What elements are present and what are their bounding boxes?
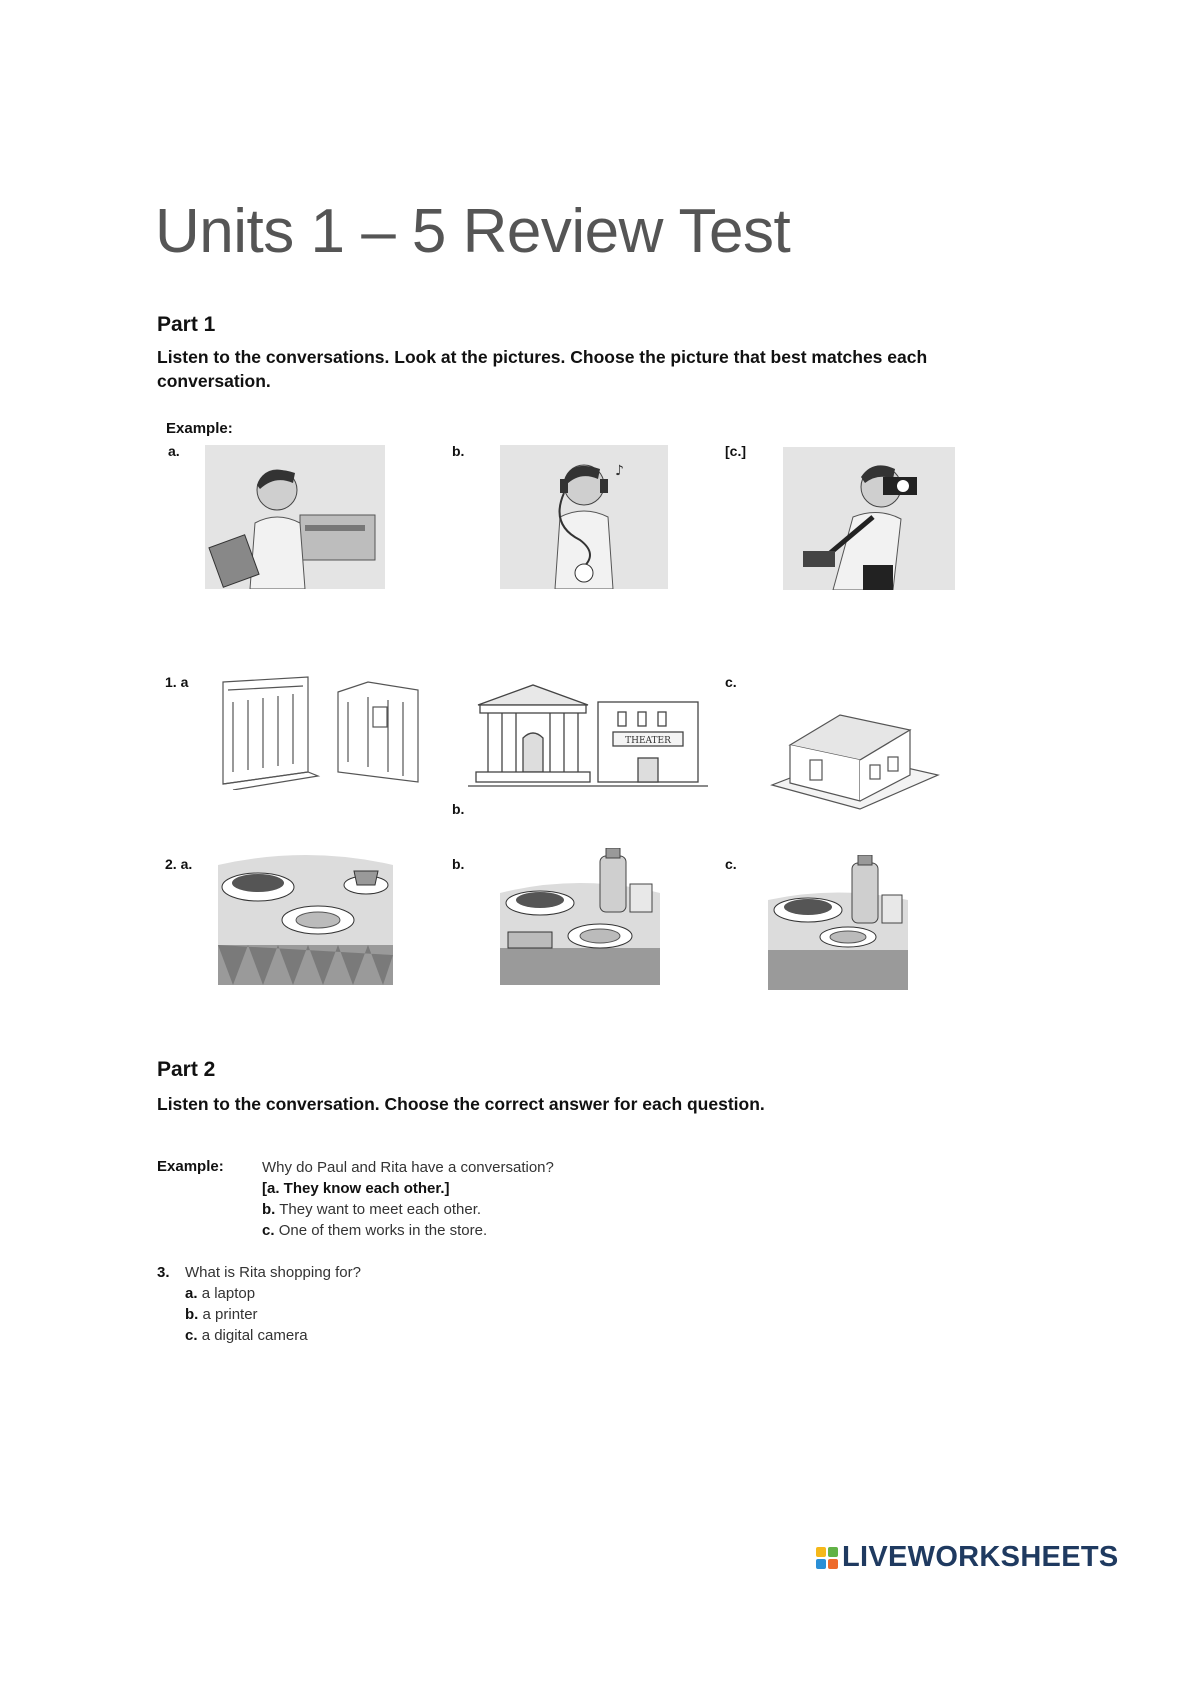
q2-b-picture[interactable]	[500, 848, 660, 985]
house-drawing-icon	[770, 705, 940, 810]
example-a-label: a.	[168, 443, 180, 459]
q3-question: What is Rita shopping for?	[185, 1264, 361, 1281]
q1-number-label: 1. a	[165, 674, 189, 690]
street-museum-buildings-icon	[218, 672, 428, 790]
man-with-printer-icon	[205, 445, 385, 589]
q1-c-picture[interactable]	[770, 705, 940, 810]
q2-b-label: b.	[452, 856, 465, 872]
liveworksheets-logo[interactable]	[816, 1541, 1119, 1574]
logo-text: LIVEWORKSHEETS	[842, 1541, 1119, 1573]
example-c-picture[interactable]	[783, 447, 955, 590]
svg-text:♪: ♪	[615, 463, 624, 479]
q1-c-label: c.	[725, 674, 737, 690]
q1-b-label: b.	[452, 801, 465, 817]
q1-b-picture[interactable]	[468, 680, 708, 790]
museum-and-theater-icon	[468, 680, 708, 790]
q3-block	[185, 1262, 785, 1346]
example-option-c[interactable]: c. One of them works in the store.	[262, 1222, 488, 1239]
part2-instructions: Listen to the conversation. Choose the correct answer for each question.	[157, 1094, 765, 1114]
part2-heading: Part 2	[157, 1058, 216, 1081]
example-b-picture[interactable]	[500, 445, 668, 589]
part1-instructions: Listen to the conversations. Look at the pictures. Choose the picture that best matches each conversation.	[157, 347, 928, 391]
q2-c-label: c.	[725, 856, 737, 872]
page-title: Units 1 – 5 Review Test	[155, 197, 791, 266]
q3-option-b[interactable]: b. a printer	[185, 1306, 258, 1323]
example-option-b[interactable]: b. They want to meet each other.	[262, 1201, 482, 1218]
q3-option-c[interactable]: c. a digital camera	[185, 1327, 308, 1344]
example-label: Example:	[166, 420, 233, 437]
part2-example-block	[262, 1157, 862, 1241]
table-bread-bottle-icon	[500, 848, 660, 985]
example-answer: [a. They know each other.]	[262, 1180, 450, 1197]
part2-example-label: Example:	[157, 1158, 224, 1175]
table-soup-coffee-icon	[218, 845, 393, 985]
q2-c-picture[interactable]	[768, 855, 908, 990]
q1-a-picture[interactable]	[218, 672, 428, 790]
man-with-camera-icon	[783, 447, 955, 590]
q3-option-a[interactable]: a. a laptop	[185, 1285, 256, 1302]
q2-number-label: 2. a.	[165, 856, 193, 872]
q3-number: 3.	[157, 1264, 170, 1281]
example-question: Why do Paul and Rita have a conversation?	[262, 1159, 554, 1176]
man-with-headphones-icon	[500, 445, 668, 589]
table-bottle-glass-icon	[768, 855, 908, 990]
part1-heading: Part 1	[157, 313, 216, 336]
example-a-picture[interactable]	[205, 445, 385, 589]
q2-a-picture[interactable]	[218, 845, 393, 985]
liveworksheets-logo-icon	[816, 1547, 838, 1569]
example-b-label: b.	[452, 443, 465, 459]
theater-sign: THEATER	[625, 736, 671, 746]
example-c-label: [c.]	[725, 443, 746, 459]
